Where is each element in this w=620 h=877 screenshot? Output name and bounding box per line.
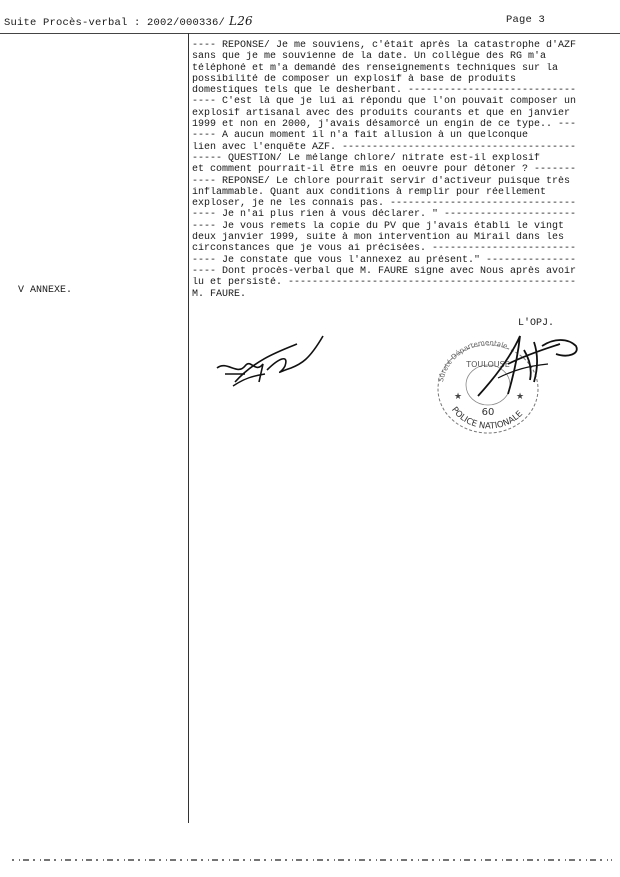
header-handwritten-note: L26 — [229, 14, 253, 28]
svg-text:★: ★ — [516, 392, 525, 402]
stamp-number: 60 — [481, 407, 495, 418]
statement-line: ---- REPONSE/ Le chlore pourrait servir d'activeur puisque très — [192, 175, 571, 187]
statement-line: circonstances que je vous ai précisées. ------------------------ — [192, 243, 577, 255]
statement-line: ---- Je constate que vous l'annexez au présent." --------------- — [192, 254, 577, 266]
statement-line: téléphoné et m'a demandé des renseignements techniques sur la — [192, 62, 559, 74]
statement-line: deux janvier 1999, suite à mon intervention au Mirail dans les — [192, 232, 565, 244]
margin-annex-note: V ANNEXE. — [18, 285, 73, 296]
opj-label: L'OPJ. — [518, 318, 555, 329]
statement-body — [192, 40, 612, 300]
svg-text:★: ★ — [454, 392, 463, 402]
officer-signature — [468, 324, 586, 404]
header-reference — [4, 14, 253, 29]
statement-line: domestiques tels que le desherbant. ---------------------------- — [192, 85, 577, 97]
statement-line: lien avec l'enquête AZF. --------------------------------------- — [192, 141, 577, 153]
header-rule — [0, 33, 620, 34]
stamp-bottom-text: POLICE NATIONALE — [449, 405, 525, 432]
statement-line: possibilité de composer un explosif à base de produits — [192, 73, 517, 85]
statement-line: inflammable. Quant aux conditions à remplir pour réellement — [192, 186, 547, 198]
statement-line: 1999 et non en 2000, j'avais désamorcé un engin de ce type.. --- — [192, 119, 577, 131]
margin-rule — [188, 33, 189, 823]
stamp-center-text: TOULOUSE — [466, 360, 510, 369]
statement-line: ----- QUESTION/ Le mélange chlore/ nitrate est-il explosif — [192, 152, 541, 164]
statement-line: ---- C'est là que je lui ai répondu que l'on pouvait composer un — [192, 96, 577, 108]
header-reference-text: Suite Procès-verbal : 2002/000336/ — [4, 17, 226, 29]
scan-artifacts — [12, 858, 612, 862]
statement-line: ---- A aucun moment il n'a fait allusion à un quelconque — [192, 130, 529, 142]
statement-line: M. FAURE. — [192, 288, 247, 300]
statement-line: lu et persisté. ------------------------------------------------ — [192, 277, 577, 289]
page-number: Page 3 — [506, 14, 546, 26]
statement-line: ---- Dont procès-verbal que M. FAURE signe avec Nous après avoir — [192, 265, 577, 277]
statement-line: ---- Je vous remets la copie du PV que j'avais établi le vingt — [192, 220, 565, 232]
statement-line: ---- REPONSE/ Je me souviens, c'était après la catastrophe d'AZF — [192, 40, 577, 51]
statement-line: ---- Je n'ai plus rien à vous déclarer. " ---------------------- — [192, 209, 577, 221]
statement-line: et comment pourrait-il être mis en oeuvre pour détoner ? ------- — [192, 164, 577, 176]
stamp-top-text: Sûreté Départementale — [436, 338, 509, 383]
witness-signature — [205, 330, 330, 392]
statement-line: exploser, je ne les connais pas. ------------------------------- — [192, 198, 577, 210]
statement-line: sans que je me souvienne de la date. Un collègue des RG m'a — [192, 51, 547, 63]
statement-line: explosif artisanal avec des produits courants et que en janvier — [192, 107, 571, 119]
